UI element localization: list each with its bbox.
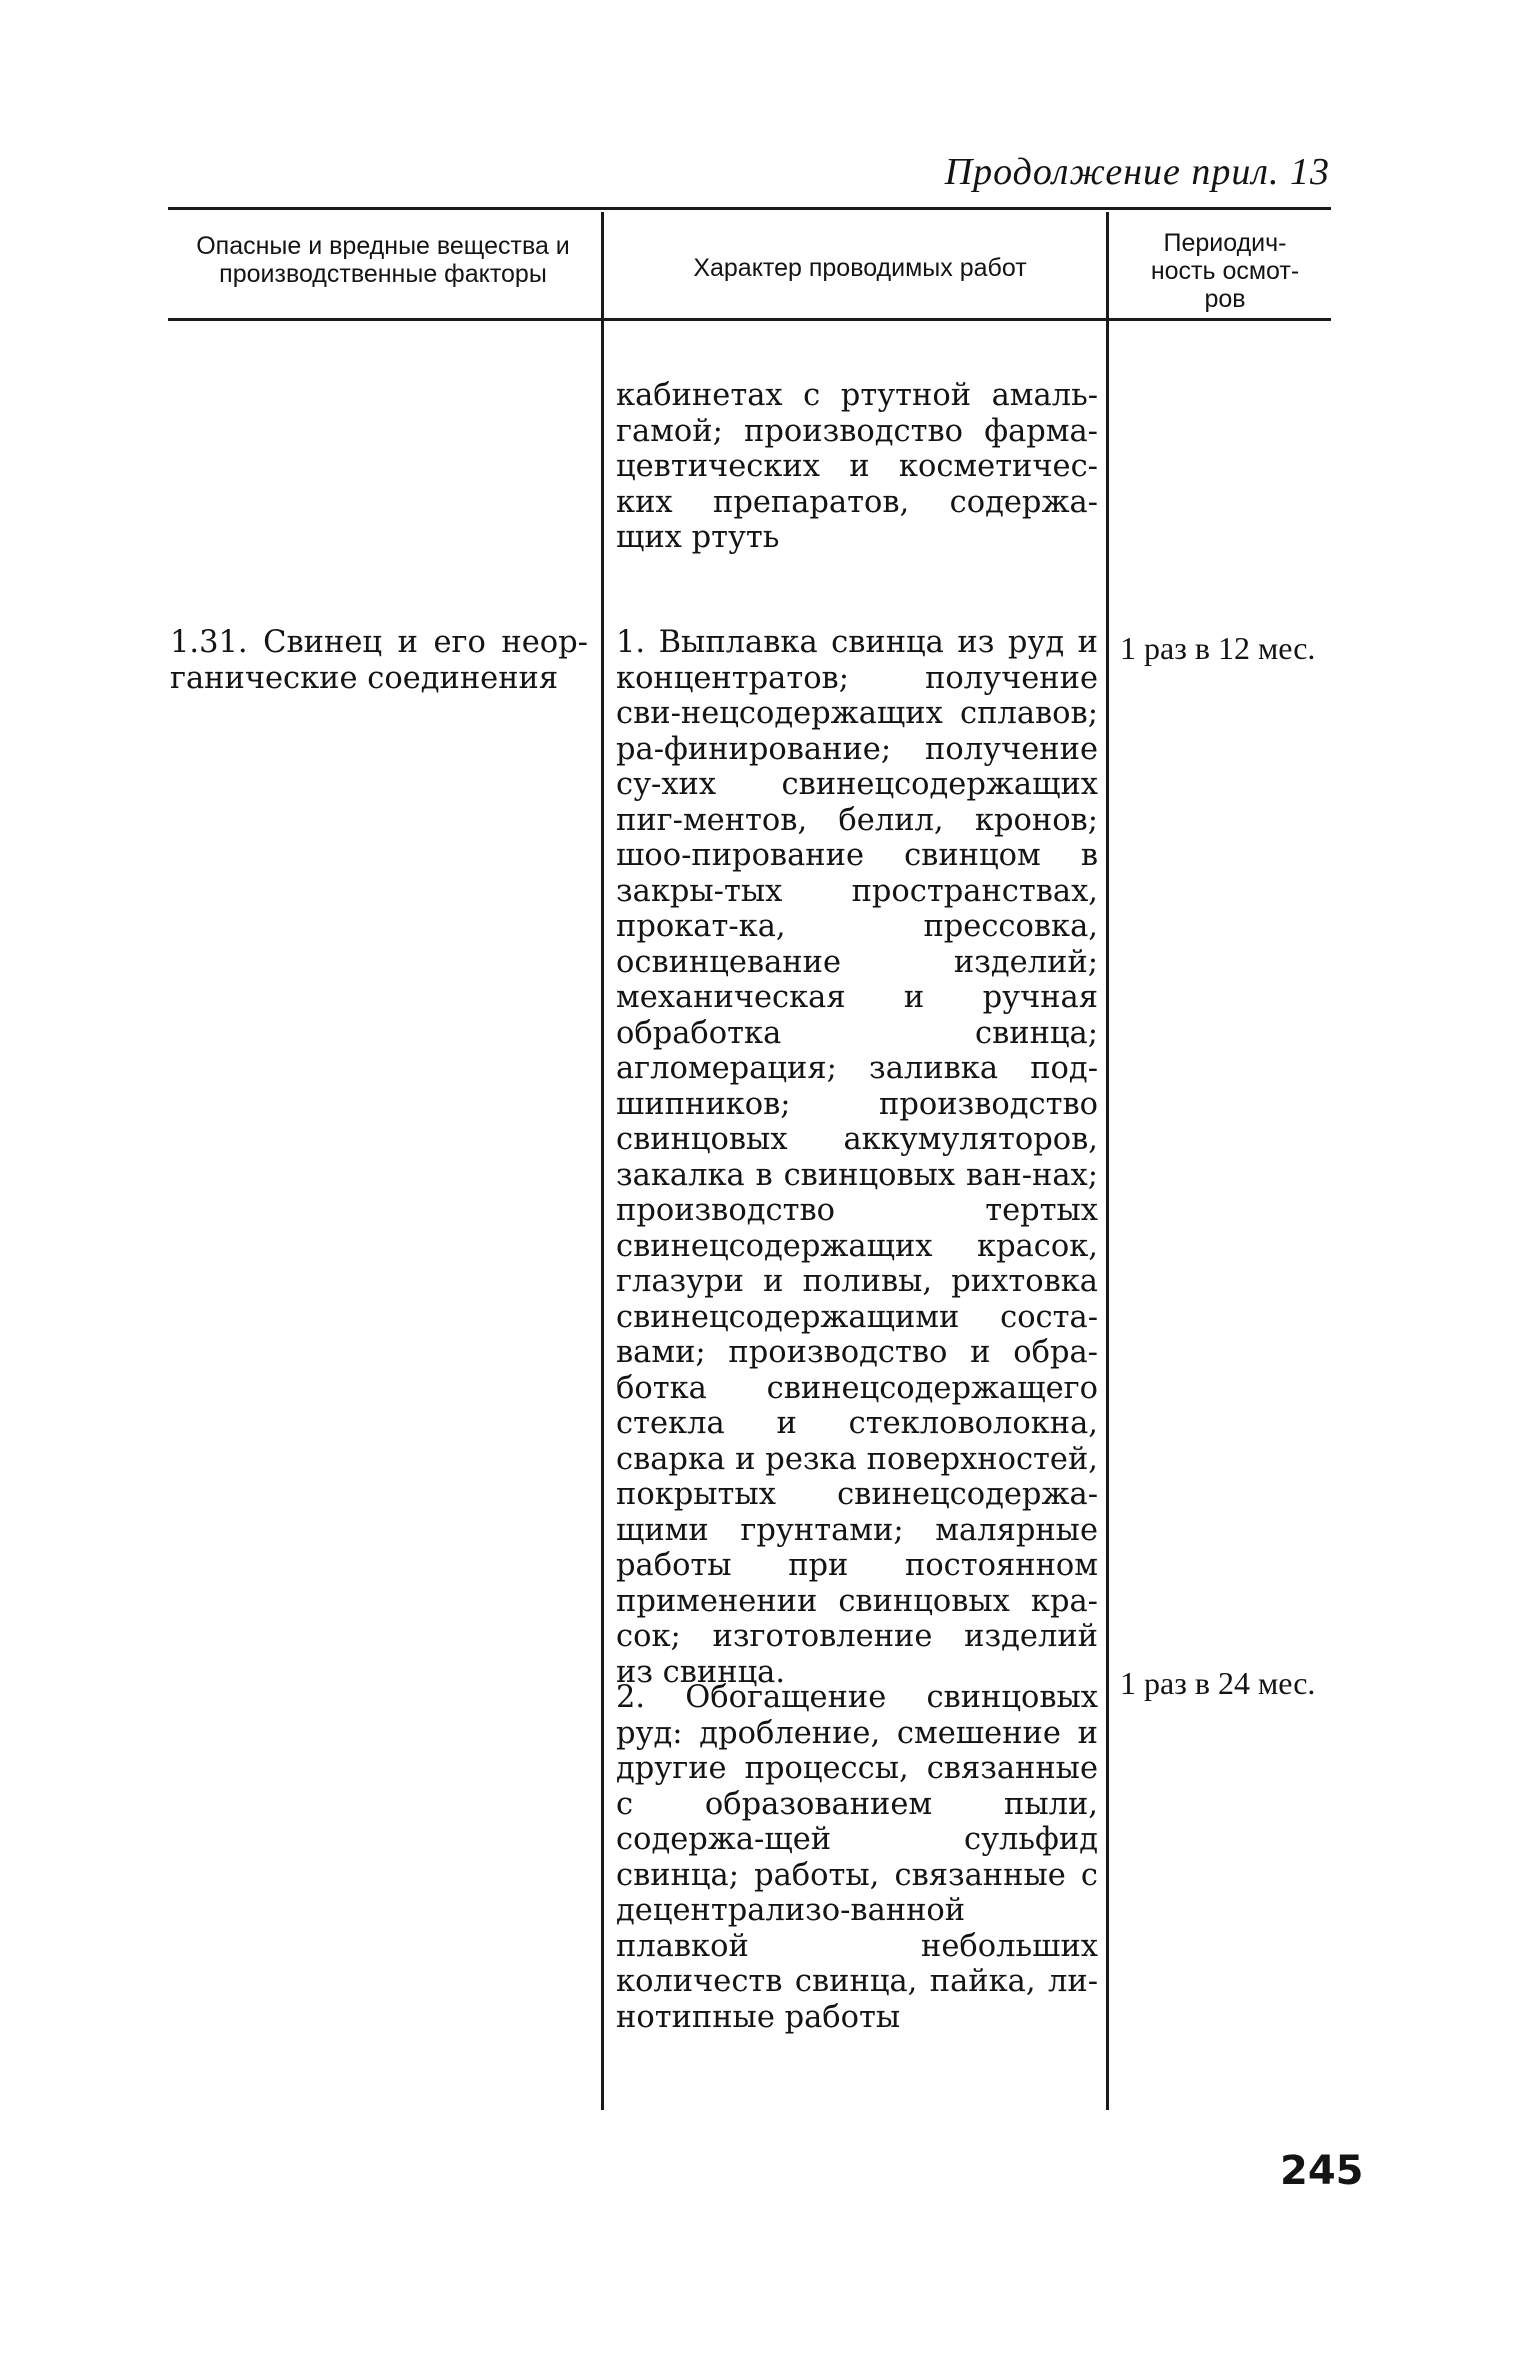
column-header-factors: Опасные и вредные вещества и производственные факторы bbox=[196, 232, 570, 288]
periodicity-item-1: 1 раз в 12 мес. bbox=[1120, 630, 1316, 666]
table-top-rule bbox=[168, 207, 1331, 210]
column-divider-2 bbox=[1106, 212, 1109, 2110]
periodicity-item-2: 1 раз в 24 мес. bbox=[1120, 1665, 1316, 1701]
continued-work-text: кабинетах с ртутной амаль-гамой; производство фарма-цевтических и косметичес-ких препаратов, содержа-щих ртуть bbox=[616, 378, 1098, 555]
column-header-periodicity: Периодич-ность осмот-ров bbox=[1150, 229, 1300, 313]
continuation-caption: Продолжение прил. 13 bbox=[944, 151, 1330, 193]
header-bottom-rule bbox=[168, 318, 1331, 321]
factor-lead-compounds: 1.31. Свинец и его неор-ганические соединения bbox=[170, 625, 588, 696]
work-item-1: 1. Выплавка свинца из руд и концентратов; получение сви-нецсодержащих сплавов; ра-финирование; получение су-хих свинецсодержащих пиг-ментов, белил, кронов; шоо-пирование свинцом в закры-тых пространствах, прокат-ка, прессовка, освинцевание изделий; механическая и ручная обработка свинца; агломерация; заливка под-шипников; производство свинцовых аккумуляторов, закалка в свинцовых ван-нах; производство тертых свинецсодержащих красок, глазури и поливы, рихтовка свинецсодержащими соста-вами; производство и обра-ботка свинецсодержащего стекла и стекловолокна, сварка и резка поверхностей, покрытых свинецсодержа-щими грунтами; малярные работы при постоянном применении свинцовых кра-сок; изготовление изделий из свинца. bbox=[616, 625, 1098, 1690]
page-number: 245 bbox=[1280, 2148, 1364, 2194]
column-header-works: Характер проводимых работ bbox=[693, 254, 1027, 282]
work-item-2: 2. Обогащение свинцовых руд: дробление, смешение и другие процессы, связанные с образованием пыли, содержа-щей сульфид свинца; работы, связанные с децентрализо-ванной плавкой небольших количеств свинца, пайка, ли-нотипные работы bbox=[616, 1680, 1098, 2035]
column-divider-1 bbox=[601, 212, 604, 2110]
